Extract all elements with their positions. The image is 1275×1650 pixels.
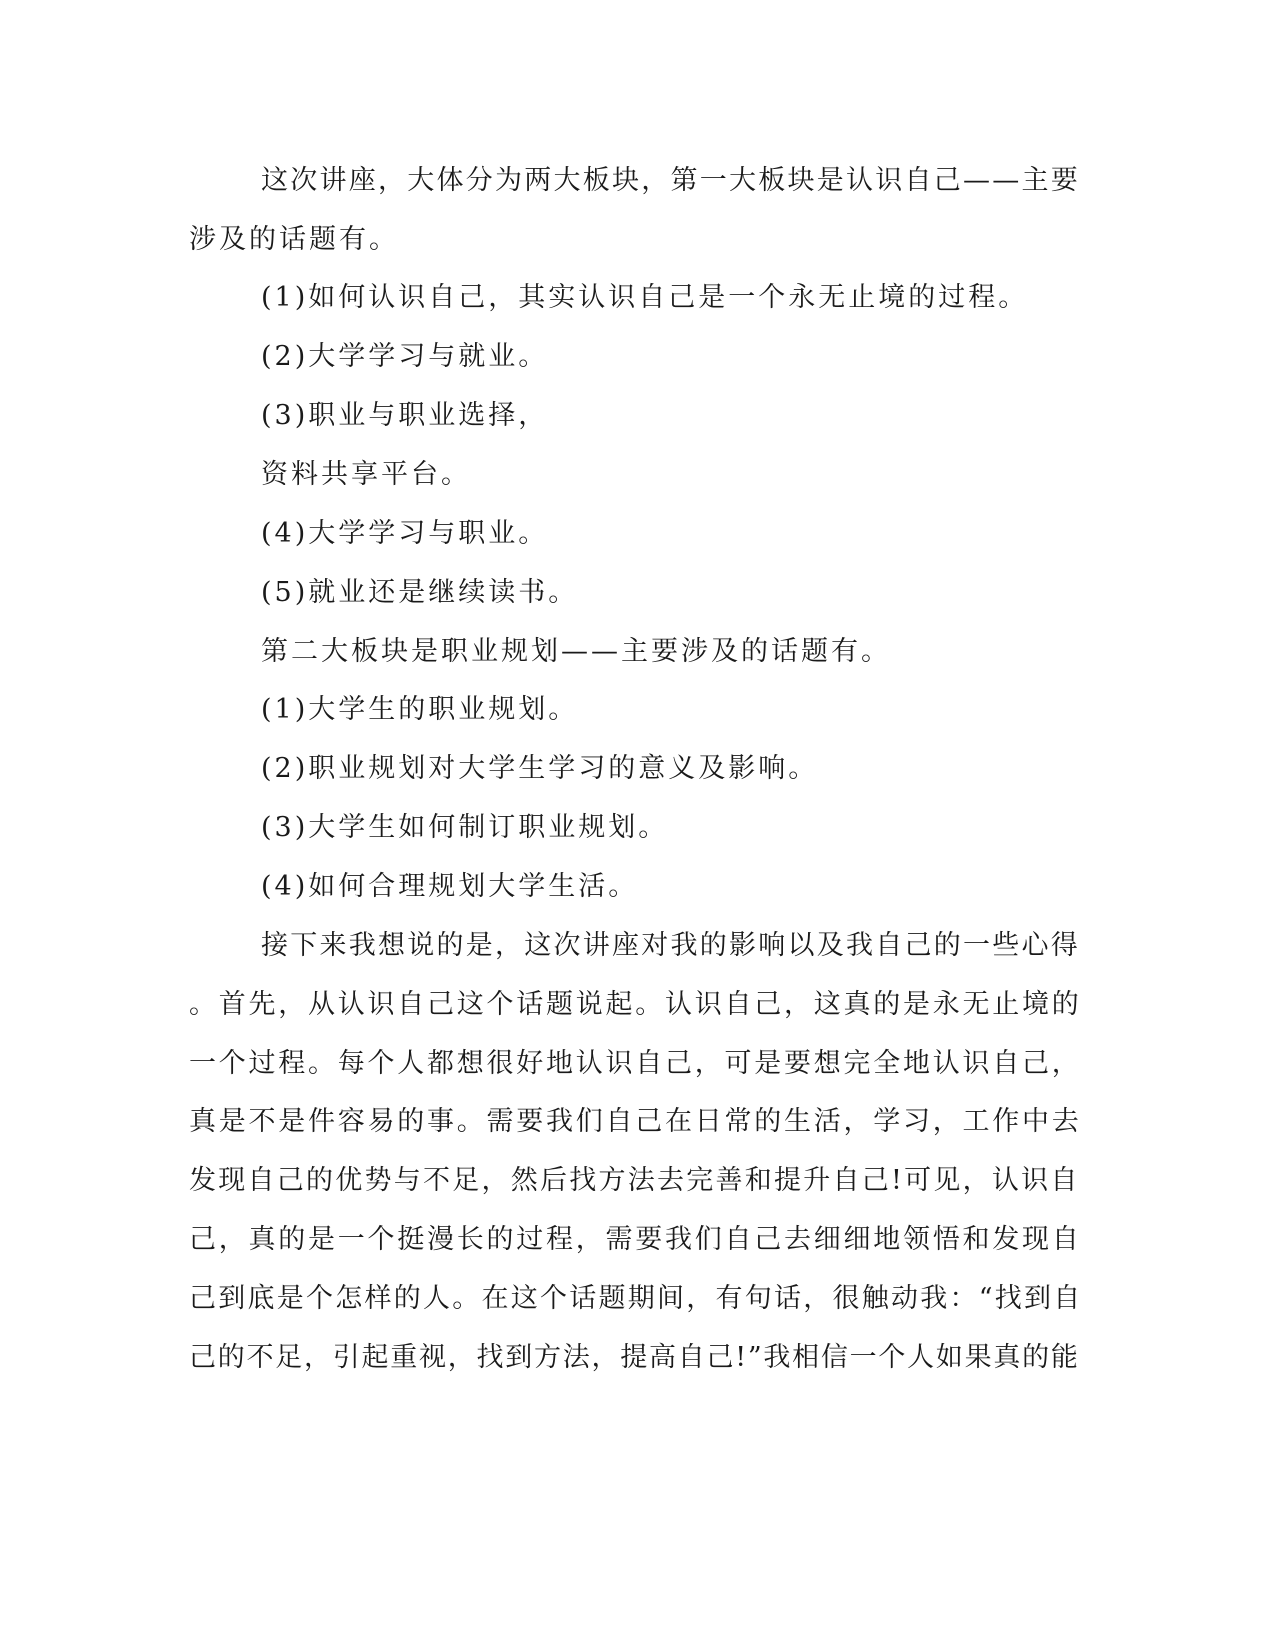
list-item: (5)就业还是继续读书。 [261, 577, 579, 608]
list-item: (1)如何认识自己，其实认识自己是一个永无止境的过程。 [261, 282, 1029, 313]
paragraph-line: 涉及的话题有。 [189, 224, 399, 255]
list-item: (4)大学学习与职业。 [261, 518, 549, 549]
list-item: (3)大学生如何制订职业规划。 [261, 812, 669, 843]
paragraph-line: 资料共享平台。 [261, 459, 471, 490]
paragraph-line: 一个过程。每个人都想很好地认识自己，可是要想完全地认识自己， [189, 1048, 1082, 1079]
paragraph-line: 接下来我想说的是，这次讲座对我的影响以及我自己的一些心得 [261, 930, 1080, 961]
section-heading-line: 第二大板块是职业规划——主要涉及的话题有。 [261, 636, 891, 667]
list-item: (2)职业规划对大学生学习的意义及影响。 [261, 753, 819, 784]
paragraph-line: 。首先，从认识自己这个话题说起。认识自己，这真的是永无止境的 [189, 989, 1082, 1020]
paragraph-line: 这次讲座，大体分为两大板块，第一大板块是认识自己——主要 [261, 165, 1080, 196]
paragraph-line: 发现自己的优势与不足，然后找方法去完善和提升自己!可见，认识自 [189, 1165, 1080, 1196]
paragraph-line: 己的不足，引起重视，找到方法，提高自己!”我相信一个人如果真的能 [189, 1342, 1080, 1373]
list-item: (3)职业与职业选择， [261, 400, 549, 431]
list-item: (4)如何合理规划大学生活。 [261, 871, 639, 902]
paragraph-line: 己，真的是一个挺漫长的过程，需要我们自己去细细地领悟和发现自 [189, 1224, 1082, 1255]
paragraph-line: 真是不是件容易的事。需要我们自己在日常的生活，学习，工作中去 [189, 1106, 1082, 1137]
list-item: (2)大学学习与就业。 [261, 341, 549, 372]
paragraph-line: 己到底是个怎样的人。在这个话题期间，有句话，很触动我：“找到自 [189, 1283, 1083, 1314]
list-item: (1)大学生的职业规划。 [261, 694, 579, 725]
